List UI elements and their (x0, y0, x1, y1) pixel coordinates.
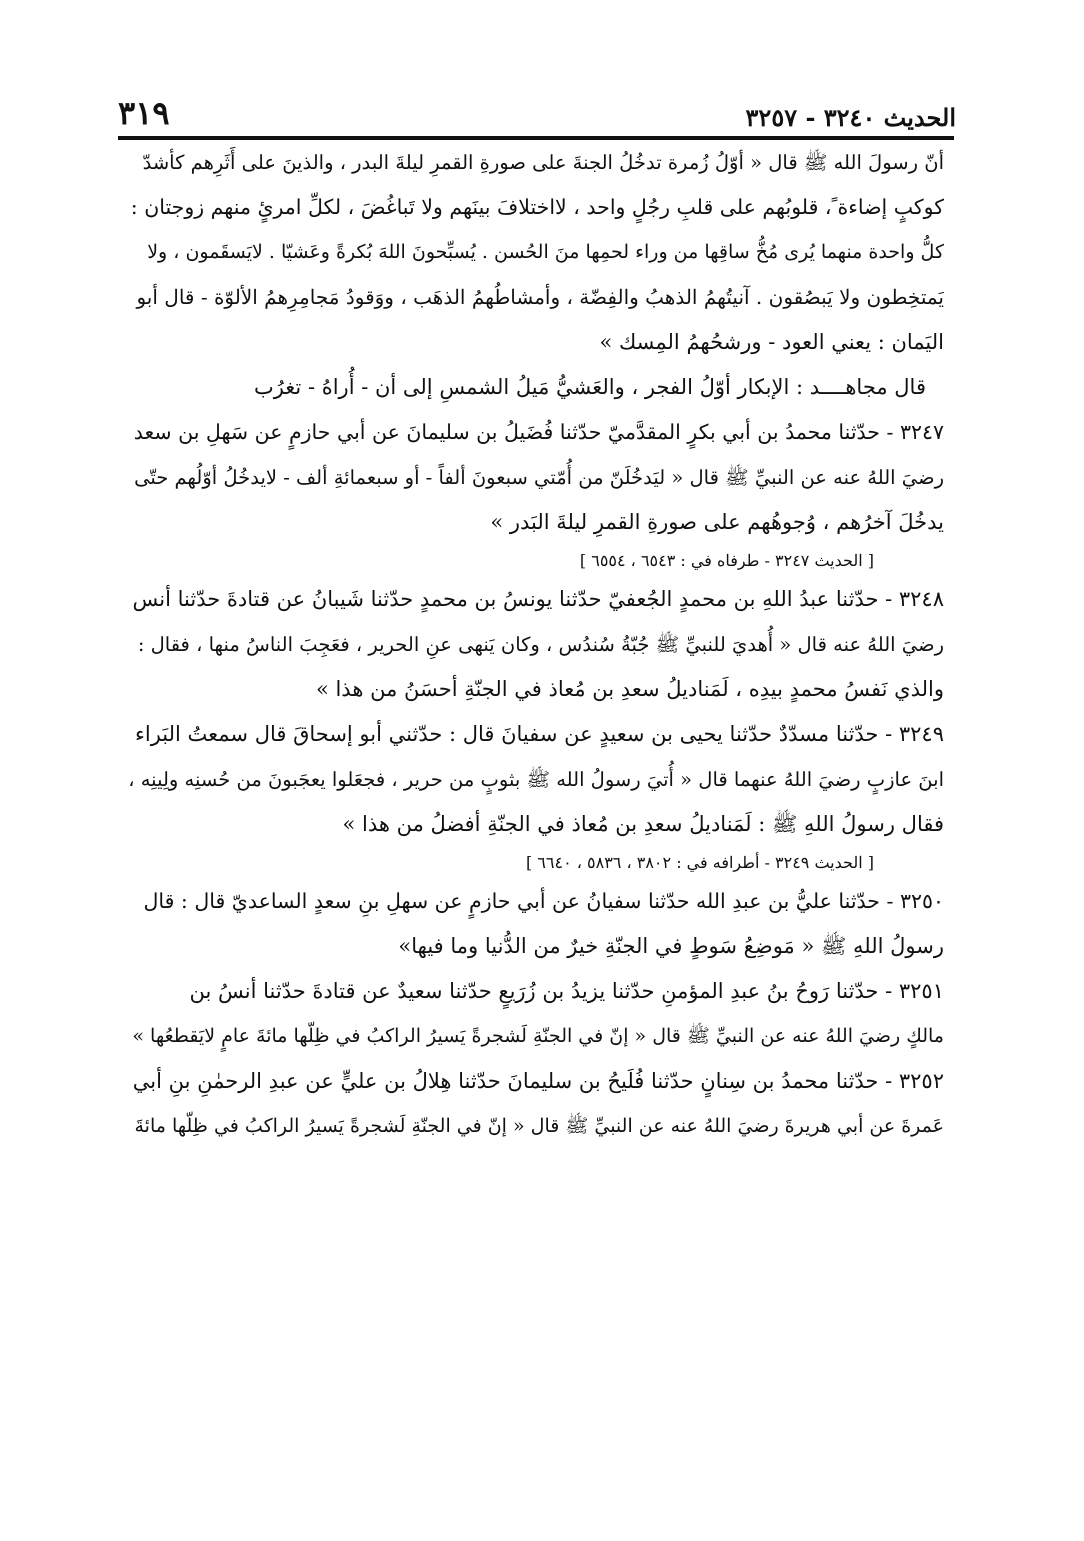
text-line: فقال رسولُ اللهِ ﷺ : لَمَناديلُ سعدِ بن مُعاذ في الجنّةِ أفضلُ من هذا » (342, 812, 944, 836)
hadith-start-line: ٣٢٥٢ - حدّثنا محمدُ بن سِنانٍ حدّثنا فُلَيحُ بن سليمانَ حدّثنا هِلالُ بن عليٍّ عن عبدِ الرحمٰنِ بنِ أبي (132, 1069, 944, 1093)
hadith-start-line: ٣٢٤٩ - حدّثنا مسدّدٌ حدّثنا يحيى بن سعيدٍ عن سفيانَ قال : حدّثني أبو إسحاقَ قال سمعتُ البَراء (135, 722, 944, 746)
text-line: كلُّ واحدة منهما يُرى مُخُّ ساقِها من وراء لحمِها منَ الحُسن . يُسبِّحونَ اللهَ بُكرةً وعَشيّا . لايَسقَمون ، ولا (147, 241, 944, 263)
text-line: والذي نَفسُ محمدٍ بيدِه ، لَمَناديلُ سعدِ بن مُعاذ في الجنّةِ أحسَنُ من هذا » (315, 677, 944, 701)
commentary-line: قال مجاهــــد : الإبكار أوّلُ الفجر ، والعَشيُّ مَيلُ الشمسِ إلى أن - أُراهُ - تغرُب (253, 375, 926, 399)
text-line: عَمرةَ عن أبي هريرةَ رضيَ اللهُ عنه عن النبيِّ ﷺ قال « إنّ في الجنّةِ لَشجرةً يَسيرُ الراكبُ في ظِلّها مائةَ (134, 1115, 944, 1137)
text-line: رضيَ اللهُ عنه عن النبيِّ ﷺ قال « ليَدخُلَنّ من أُمّتي سبعونَ ألفاً - أو سبعمائةِ ألف - لايدخُلُ أوّلُهم حتّى (134, 466, 944, 489)
text-line: يَمتخِطون ولا يَبصُقون . آنيتُهمُ الذهبُ والفِضّة ، وأمشاطُهمُ الذهَب ، ووَقودُ مَجامِرِهمُ الألوّة - قال أبو (136, 285, 944, 309)
text-line: أنّ رسولَ الله ﷺ قال « أوّلُ زُمرة تدخُلُ الجنةَ على صورةِ القمرِ ليلةَ البدر ، والذينَ على أَثَرِهم كأشدّ (142, 151, 944, 174)
hadith-start-line: ٣٢٤٨ - حدّثنا عبدُ اللهِ بن محمدٍ الجُعفيّ حدّثنا يونسُ بن محمدٍ حدّثنا شَيبانُ عن قتادةَ حدّثنا أنس (132, 587, 944, 611)
hadith-start-line: ٣٢٥١ - حدّثنا رَوحُ بنُ عبدِ المؤمنِ حدّثنا يزيدُ بن زُرَيعٍ حدّثنا سعيدٌ عن قتادةَ حدّثنا أنسُ بن (189, 979, 944, 1003)
text-line: كوكبٍ إضاءة ً، قلوبُهم على قلبِ رجُلٍ واحد ، لااختلافَ بينَهم ولا تَباغُضَ ، لكلِّ امرئٍ منهم زوجتان : (130, 195, 944, 219)
text-line: مالكٍ رضيَ اللهُ عنه عن النبيِّ ﷺ قال « إنّ في الجنّةِ لَشجرةً يَسيرُ الراكبُ في ظِلّها مائةَ عامٍ لايَقطعُها » (132, 1025, 944, 1047)
text-line: رسولُ اللهِ ﷺ « مَوضِعُ سَوطٍ في الجنّةِ خيرٌ من الدُّنيا وما فيها» (398, 934, 944, 958)
text-line: ابنَ عازبٍ رضيَ اللهُ عنهما قال « أُتيَ رسولُ الله ﷺ بثوبٍ من حرير ، فجعَلوا يعجَبونَ من حُسنِه ولِينِه ، (128, 768, 944, 791)
hadith-start-line: ٣٢٥٠ - حدّثنا عليُّ بن عبدِ الله حدّثنا سفيانُ عن أبي حازمٍ عن سهلِ بنِ سعدٍ الساعديّ قال : قال (143, 889, 944, 913)
cross-reference: [ الحديث ٣٢٤٧ - طرفاه في : ٦٥٤٣ ، ٦٥٥٤ ] (579, 551, 874, 570)
text-line: يدخُلَ آخرُهم ، وُجوهُهم على صورةِ القمرِ ليلةَ البَدر » (490, 510, 944, 534)
cross-reference: [ الحديث ٣٢٤٩ - أطرافه في : ٣٨٠٢ ، ٥٨٣٦ ، ٦٦٤٠ ] (525, 853, 874, 872)
running-header (118, 96, 956, 132)
hadith-range: الحديث ٣٢٤٠ - ٣٢٥٧ (745, 103, 956, 132)
hadith-start-line: ٣٢٤٧ - حدّثنا محمدُ بن أبي بكرٍ المقدَّميّ حدّثنا فُضَيلُ بن سليمانَ عن أبي حازمٍ عن سَهلِ بن سعد (133, 420, 944, 444)
page-body (128, 140, 944, 1149)
page-number: ٣١٩ (118, 94, 170, 132)
text-line: اليَمان : يعني العود - ورشحُهمُ المِسك » (599, 330, 944, 354)
text-line: رضيَ اللهُ عنه قال « أُهديَ للنبيِّ ﷺ جُبّةُ سُندُس ، وكان يَنهى عنِ الحرير ، فعَجِبَ الناسُ منها ، فقال : (137, 633, 944, 656)
